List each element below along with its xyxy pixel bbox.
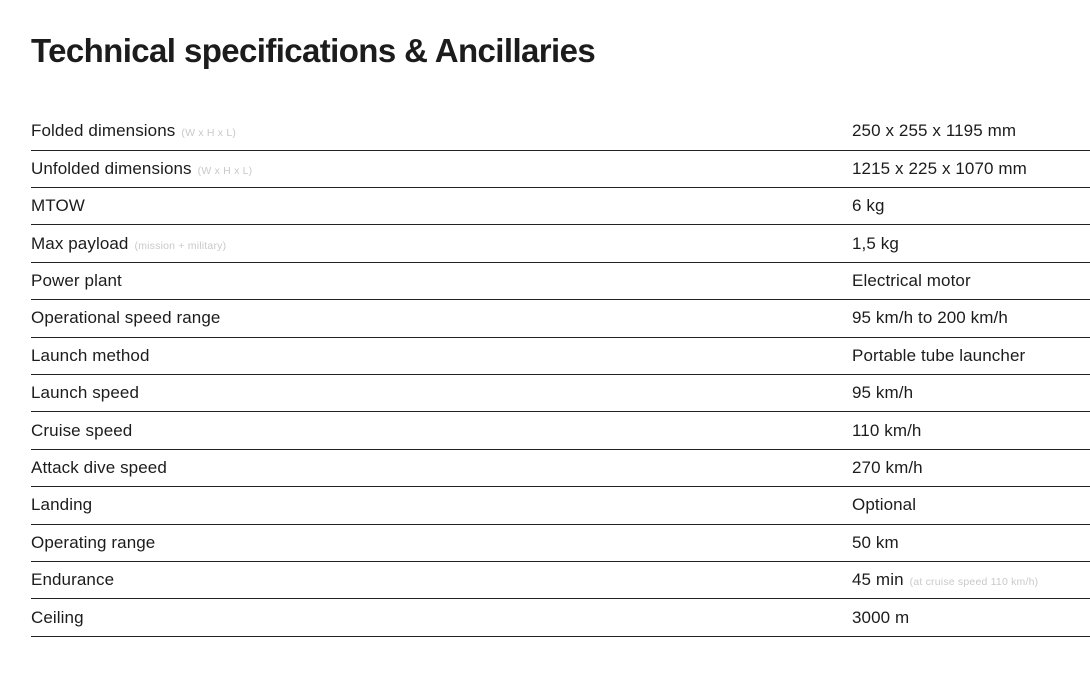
spec-value-cell bbox=[852, 121, 1090, 141]
spec-label-cell bbox=[31, 346, 852, 366]
table-row bbox=[31, 338, 1090, 375]
spec-label-cell bbox=[31, 570, 852, 590]
spec-label: MTOW bbox=[31, 196, 85, 216]
table-row bbox=[31, 375, 1090, 412]
spec-label-note: (W x H x L) bbox=[197, 164, 253, 177]
spec-value: 95 km/h to 200 km/h bbox=[852, 308, 1008, 328]
spec-label: Max payload bbox=[31, 233, 129, 253]
spec-label-cell bbox=[31, 121, 852, 141]
spec-value: 45 min bbox=[852, 570, 904, 590]
spec-label: Operating range bbox=[31, 532, 156, 552]
table-row bbox=[31, 300, 1090, 337]
spec-value-cell bbox=[852, 533, 1090, 553]
table-row bbox=[31, 487, 1090, 524]
spec-value-cell bbox=[852, 458, 1090, 478]
spec-value: 1215 x 225 x 1070 mm bbox=[852, 158, 1027, 178]
spec-value-cell bbox=[852, 383, 1090, 403]
spec-value-cell bbox=[852, 159, 1090, 179]
spec-label: Endurance bbox=[31, 570, 115, 590]
spec-label-note: (mission + military) bbox=[134, 239, 227, 252]
spec-value-cell bbox=[852, 308, 1090, 328]
spec-value-cell bbox=[852, 234, 1090, 254]
spec-label: Cruise speed bbox=[31, 420, 133, 440]
spec-label: Launch method bbox=[31, 345, 150, 365]
spec-label-cell bbox=[31, 608, 852, 628]
spec-label-cell bbox=[31, 421, 852, 441]
spec-label: Operational speed range bbox=[31, 308, 221, 328]
table-row bbox=[31, 412, 1090, 449]
spec-label-cell bbox=[31, 383, 852, 403]
spec-value: Portable tube launcher bbox=[852, 345, 1026, 365]
spec-value: 6 kg bbox=[852, 196, 885, 216]
spec-label-cell bbox=[31, 458, 852, 478]
table-row bbox=[31, 151, 1090, 188]
spec-value: Optional bbox=[852, 495, 917, 515]
spec-label-cell bbox=[31, 308, 852, 328]
spec-value: 110 km/h bbox=[852, 420, 922, 440]
spec-value: 1,5 kg bbox=[852, 233, 899, 253]
spec-value-cell bbox=[852, 608, 1090, 628]
spec-label: Landing bbox=[31, 495, 93, 515]
spec-label: Attack dive speed bbox=[31, 458, 167, 477]
spec-sheet-page bbox=[0, 33, 1090, 679]
spec-value-cell bbox=[852, 271, 1090, 291]
table-row bbox=[31, 562, 1090, 599]
spec-label: Unfolded dimensions bbox=[31, 158, 192, 178]
table-row bbox=[31, 450, 1090, 487]
spec-label: Power plant bbox=[31, 271, 122, 291]
spec-value: 270 km/h bbox=[852, 458, 923, 477]
spec-value: 95 km/h bbox=[852, 383, 914, 403]
table-row bbox=[31, 113, 1090, 150]
page-title: Technical specifications & Ancillaries bbox=[31, 32, 596, 69]
table-row bbox=[31, 599, 1090, 636]
table-row bbox=[31, 225, 1090, 262]
spec-value: Electrical motor bbox=[852, 271, 971, 291]
spec-label-cell bbox=[31, 271, 852, 291]
spec-value-cell bbox=[852, 346, 1090, 366]
spec-label-note: (W x H x L) bbox=[181, 127, 237, 140]
spec-value: 250 x 255 x 1195 mm bbox=[852, 121, 1017, 141]
spec-value-cell bbox=[852, 495, 1090, 515]
spec-label-cell bbox=[31, 234, 852, 254]
spec-table bbox=[31, 113, 1090, 636]
spec-value-cell bbox=[852, 196, 1090, 216]
spec-label-cell bbox=[31, 533, 852, 553]
spec-label: Ceiling bbox=[31, 607, 84, 627]
spec-value: 3000 m bbox=[852, 607, 910, 627]
spec-value-note: (at cruise speed 110 km/h) bbox=[909, 576, 1039, 589]
spec-label: Folded dimensions bbox=[31, 121, 176, 141]
spec-value-cell bbox=[852, 421, 1090, 441]
spec-label-cell bbox=[31, 495, 852, 515]
table-row bbox=[31, 188, 1090, 225]
spec-label-cell bbox=[31, 159, 852, 179]
spec-label: Launch speed bbox=[31, 383, 140, 403]
table-row bbox=[31, 525, 1090, 562]
spec-value-cell bbox=[852, 570, 1090, 590]
spec-value: 50 km bbox=[852, 532, 899, 552]
table-row bbox=[31, 263, 1090, 300]
spec-label-cell bbox=[31, 196, 852, 216]
